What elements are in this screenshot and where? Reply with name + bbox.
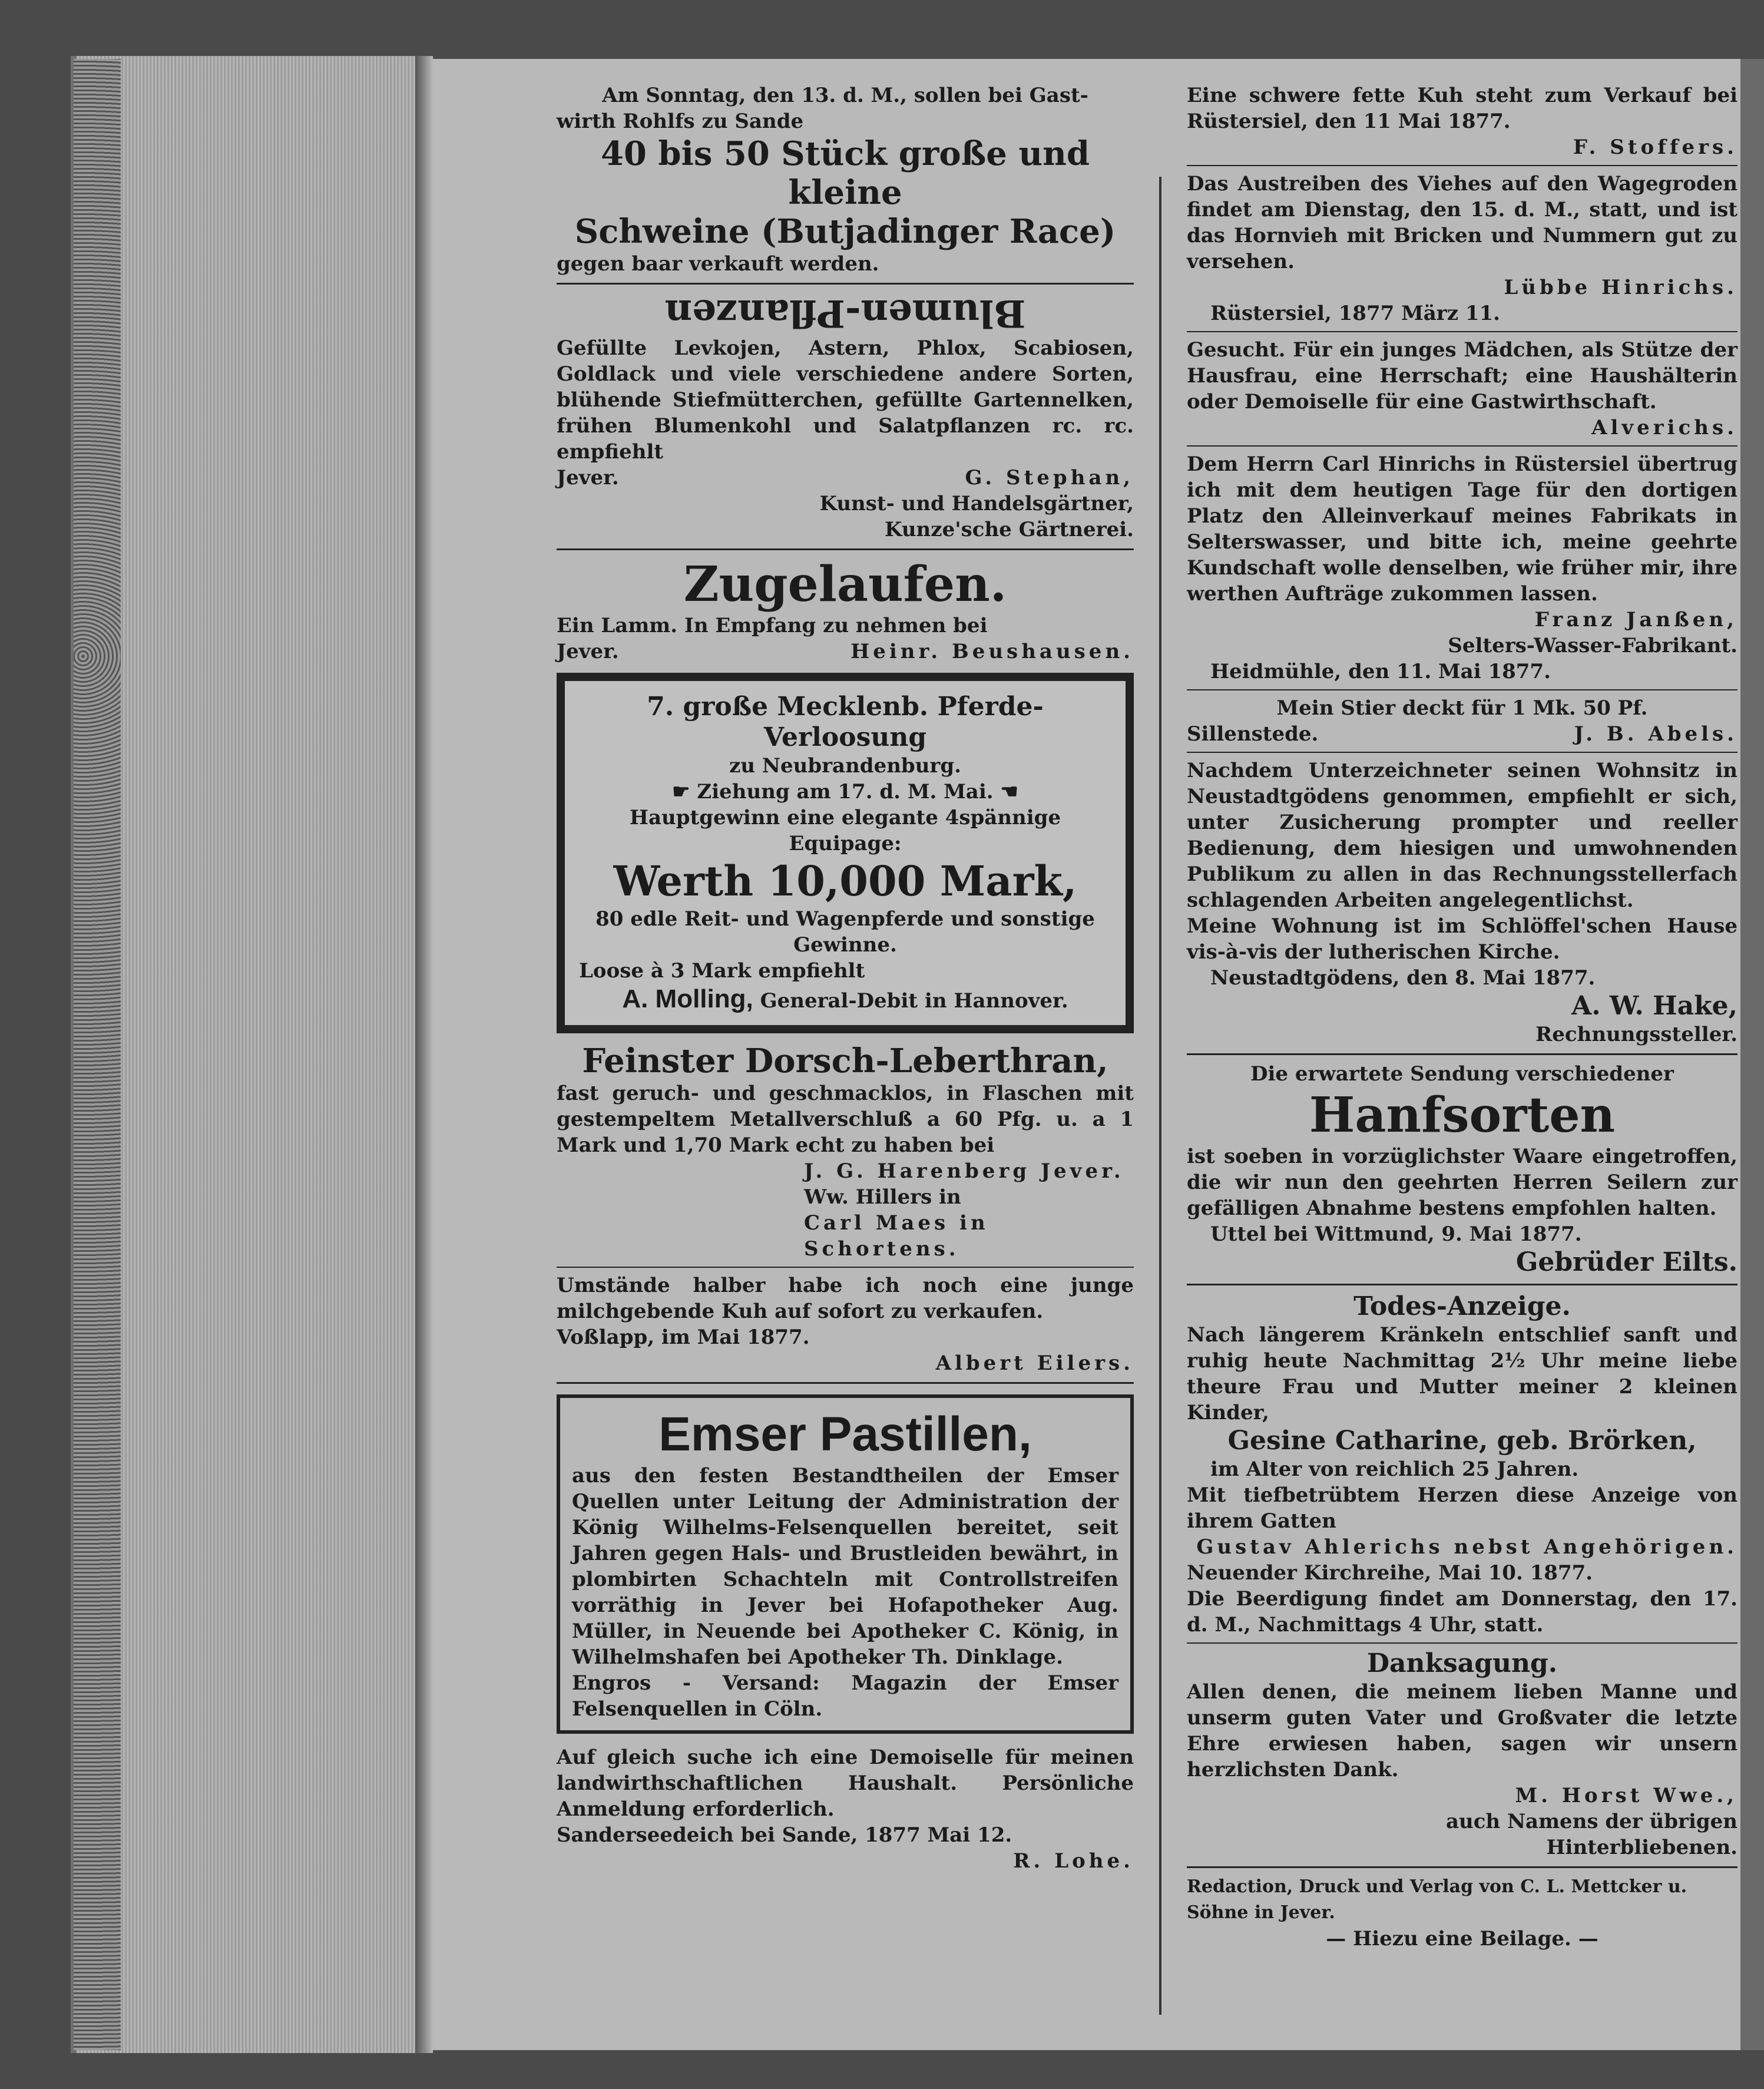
ad-place: Sillenstede. [1187, 722, 1319, 746]
ad-business: Kunze'sche Gärtnerei. [885, 518, 1134, 541]
ad-body: Gefüllte Levkojen, Astern, Phlox, Scabiosen, Goldlack und viele verschiedene andere Sorten, blühende Stiefmütterchen, gefüllte Gartennelken, frühen Blumenkohl und Salatpflanzen rc. rc. empfiehlt [557, 336, 1134, 464]
ad-name: Heinr. Beushausen. [850, 640, 1134, 663]
marbled-cover [74, 59, 121, 2050]
ad-subtitle: zu Neubrandenburg. [729, 754, 961, 778]
ad-stier [1187, 695, 1737, 747]
ad-zugelaufen [557, 556, 1134, 665]
ad-line: auch Namens der übrigen [1445, 1810, 1737, 1833]
ad-grief: Mit tiefbetrübtem Herzen diese Anzeige von ihrem Gatten [1187, 1483, 1737, 1533]
ad-signer: Gustav Ahlerichs nebst Angehörigen. [1196, 1535, 1737, 1559]
ad-body: Auf gleich suche ich eine Demoiselle für meinen landwirthschaftlichen Haushalt. Persönliche Anmeldung erforderlich. [557, 1746, 1134, 1821]
ad-hanfsorten [1187, 1061, 1737, 1278]
ad-title: 7. große Mecklenb. Pferde-Verloosung [647, 692, 1044, 752]
divider [1187, 689, 1737, 690]
ad-age: im Alter von reichlich 25 Jahren. [1210, 1457, 1579, 1481]
right-column [1187, 82, 1737, 1952]
divider [1187, 1642, 1737, 1644]
ad-danksagung [1187, 1648, 1737, 1860]
ad-title: Kunst- und Handelsgärtner, [819, 492, 1134, 515]
ad-place: Heidmühle, den 11. Mai 1877. [1210, 660, 1551, 683]
ad-seller-rest: General-Debit in Hannover. [760, 989, 1068, 1013]
ad-body: ist soeben in vorzüglichster Waare eingetroffen, die wir nun den geehrten Herren Seilern zur gefälligen Abnahme bestens empfohlen halten. [1187, 1145, 1737, 1220]
ad-title: Rechnungssteller. [1535, 1023, 1737, 1046]
ad-name: Franz Janßen, [1534, 608, 1737, 632]
ad-heading: Emser Pastillen, [658, 1407, 1032, 1461]
ad-body: Eine schwere fette Kuh steht zum Verkauf bei Rüstersiel, den 11 Mai 1877. [1187, 84, 1737, 133]
ad-blumen-pflanzen [557, 290, 1134, 543]
ad-engros: Engros - Versand: Magazin der Emser Felsenquellen in Cöln. [572, 1671, 1118, 1721]
ad-seller [579, 984, 1111, 1014]
ad-rechnungssteller [1187, 758, 1737, 1047]
ad-draw-date-text: Ziehung am 17. d. M. Mai. [697, 780, 994, 804]
ad-deceased: Gesine Catharine, geb. Brörken, [1227, 1426, 1697, 1456]
ad-name: Lübbe Hinrichs. [1504, 276, 1737, 299]
ad-heading: Todes-Anzeige. [1353, 1291, 1571, 1321]
left-column [557, 82, 1134, 1874]
ad-place: Uttel bei Wittmund, 9. Mai 1877. [1210, 1222, 1582, 1246]
ad-body: Dem Herrn Carl Hinrichs in Rüstersiel übertrug ich mit dem heutigen Tage für den dortigen Platz den Alleinverkauf meines Fabrikats in Selterswasser, und bitte ich, meine geehrte Kundschaft wolle denselben, wie früher mir, ihre werthen Aufträge zukommen lassen. [1187, 452, 1737, 606]
ad-pferde-verloosung [557, 673, 1134, 1033]
divider [1187, 1053, 1737, 1055]
ad-heading [557, 290, 1134, 335]
ad-line: gegen baar verkauft werden. [557, 252, 879, 276]
ad-line: Hinterbliebenen. [1546, 1836, 1737, 1859]
ad-leberthran [557, 1042, 1134, 1262]
ad-name: J. B. Abels. [1574, 722, 1737, 746]
ad-headline: Schweine (Butjadinger Race) [574, 212, 1116, 251]
ad-body: Ein Lamm. In Empfang zu nehmen bei [557, 614, 988, 637]
divider [557, 548, 1134, 550]
ad-intro: Die erwartete Sendung verschiedener [1250, 1062, 1674, 1086]
ad-funeral: Die Beerdigung findet am Donnerstag, den 17. d. M., Nachmittags 4 Uhr, statt. [1187, 1587, 1737, 1637]
ad-seller: J. G. Harenberg Jever. [804, 1159, 1124, 1183]
ad-todes-anzeige [1187, 1291, 1737, 1638]
ad-body: Meine Wohnung ist im Schlöffel'schen Hause vis-à-vis der lutherischen Kirche. [1187, 914, 1737, 964]
book-page-edges [71, 56, 430, 2053]
ad-place: Jever. [557, 466, 619, 490]
ad-body: Nachdem Unterzeichneter seinen Wohnsitz in Neustadtgödens genommen, empfiehlt er sich, unter Zusicherung prompter und reeller Bedienung, dem hiesigen und umwohnenden Publikum zu allen in das Rechnungsstellerfach schlagenden Arbeiten angelegentlichst. [1187, 759, 1737, 912]
divider [1187, 752, 1737, 753]
supplement-note: — Hiezu eine Beilage. — [1326, 1927, 1598, 1951]
ad-prize: Hauptgewinn eine elegante 4spännige Equipage: [629, 806, 1061, 855]
ad-demoiselle [557, 1744, 1134, 1874]
ad-draw-date: ☛ Ziehung am 17. d. M. Mai. ☚ [672, 780, 1018, 804]
ad-body: Mein Stier deckt für 1 Mk. 50 Pf. [1276, 696, 1648, 720]
ad-place: Sanderseedeich bei Sande, 1877 Mai 12. [557, 1823, 1012, 1847]
ad-headline: 40 bis 50 Stück große und kleine [601, 134, 1090, 212]
ad-name: Gebrüder Eilts. [1515, 1247, 1737, 1277]
ad-line: wirth Rohlfs zu Sande [557, 110, 804, 133]
ad-body: Nach längerem Kränkeln entschlief sanft und ruhig heute Nachmittag 2½ Uhr meine liebe theure Frau und Mutter meiner 2 kleinen Kinder, [1187, 1323, 1737, 1424]
ad-body: Umstände halber habe ich noch eine junge milchgebende Kuh auf sofort zu verkaufen. [557, 1274, 1134, 1323]
divider [1187, 1284, 1737, 1285]
ad-vieh-austreiben [1187, 171, 1737, 326]
ad-value: Werth 10,000 Mark, [613, 857, 1077, 905]
ad-gesucht [1187, 337, 1737, 441]
ad-line: Am Sonntag, den 13. d. M., sollen bei Gast- [602, 84, 1088, 107]
ad-heading-text: Blumen-Pflanzen [664, 291, 1026, 335]
ad-heading: Zugelaufen. [683, 556, 1007, 613]
ad-body: fast geruch- und geschmacklos, in Flaschen mit gestempeltem Metallverschluß a 60 Pfg. u. a 1 Mark und 1,70 Mark echt zu haben bei [557, 1082, 1134, 1157]
right-page-edge [1740, 59, 1764, 2050]
ad-title: Selters-Wasser-Fabrikant. [1448, 634, 1737, 657]
ad-signature-row [557, 465, 1134, 491]
divider [557, 283, 1134, 285]
ad-name: Alverichs. [1591, 416, 1737, 439]
ad-selterswasser [1187, 451, 1737, 685]
divider [1187, 1866, 1737, 1868]
ad-place: Jever. [557, 640, 619, 663]
ad-body: aus den festen Bestandtheilen der Emser Quellen unter Leitung der Administration der König Wilhelms-Felsenquellen bereitet, seit Jahren gegen Hals- und Brustleiden bewährt, in plombirten Schachteln mit Controllstreifen vorräthig in Jever bei Hofapotheker Aug. Müller, in Neuende bei Apotheker C. König, in Wilhelmshafen bei Apotheker Th. Dinklage. [572, 1464, 1118, 1669]
ad-name: F. Stoffers. [1573, 135, 1737, 159]
column-divider [1159, 177, 1161, 2015]
ad-more: 80 edle Reit- und Wagenpferde und sonstige Gewinne. [595, 907, 1095, 957]
gutter-shadow [415, 56, 433, 2053]
ad-kuh-verkauf [557, 1272, 1134, 1376]
ad-heading: Danksagung. [1366, 1648, 1558, 1678]
ad-body: Gesucht. Für ein junges Mädchen, als Stütze der Hausfrau, eine Herrschaft; eine Haushälterin oder Demoiselle für eine Gastwirthschaft. [1187, 338, 1737, 414]
ad-name: Albert Eilers. [935, 1351, 1134, 1375]
imprint: Redaction, Druck und Verlag von C. L. Mettcker u. Söhne in Jever. [1187, 1876, 1687, 1923]
ad-heading: Hanfsorten [1309, 1087, 1616, 1143]
ad-name: M. Horst Wwe., [1515, 1784, 1737, 1807]
ad-place: Neuender Kirchreihe, Mai 10. 1877. [1187, 1561, 1593, 1585]
ad-seller-name: A. Molling, [622, 984, 753, 1013]
ad-fette-kuh [1187, 82, 1737, 160]
ad-name: G. Stephan, [965, 466, 1134, 490]
ad-seller: Ww. Hillers in [804, 1185, 961, 1209]
divider [1187, 165, 1737, 166]
ad-signature-row [557, 639, 1134, 665]
ad-place: Voßlapp, im Mai 1877. [557, 1326, 810, 1349]
ad-name: A. W. Hake, [1571, 991, 1737, 1021]
ad-body: Allen denen, die meinem lieben Manne und unserm guten Vater und Großvater die letzte Ehre erwiesen haben, sagen wir unsern herzlichsten Dank. [1187, 1680, 1737, 1781]
ad-name: R. Lohe. [1013, 1849, 1134, 1873]
ad-signature-row [1187, 721, 1737, 747]
divider [1187, 445, 1737, 447]
ad-emser-pastillen [557, 1394, 1134, 1734]
ad-schweine [557, 82, 1134, 277]
ad-heading: Feinster Dorsch-Leberthran, [582, 1042, 1108, 1080]
imprint-footer [1187, 1874, 1737, 1952]
divider [557, 1267, 1134, 1268]
divider [1187, 331, 1737, 332]
divider [557, 1382, 1134, 1384]
ad-place: Rüstersiel, 1877 März 11. [1210, 302, 1500, 325]
ad-seller: Carl Maes in Schortens. [804, 1211, 989, 1261]
ad-body: Das Austreiben des Viehes auf den Wagegroden findet am Dienstag, den 15. d. M., statt, und ist das Hornvieh mit Bricken und Nummern gut zu versehen. [1187, 172, 1737, 273]
ad-price: Loose à 3 Mark empfiehlt [579, 959, 865, 983]
ad-place: Neustadtgödens, den 8. Mai 1877. [1210, 966, 1596, 990]
